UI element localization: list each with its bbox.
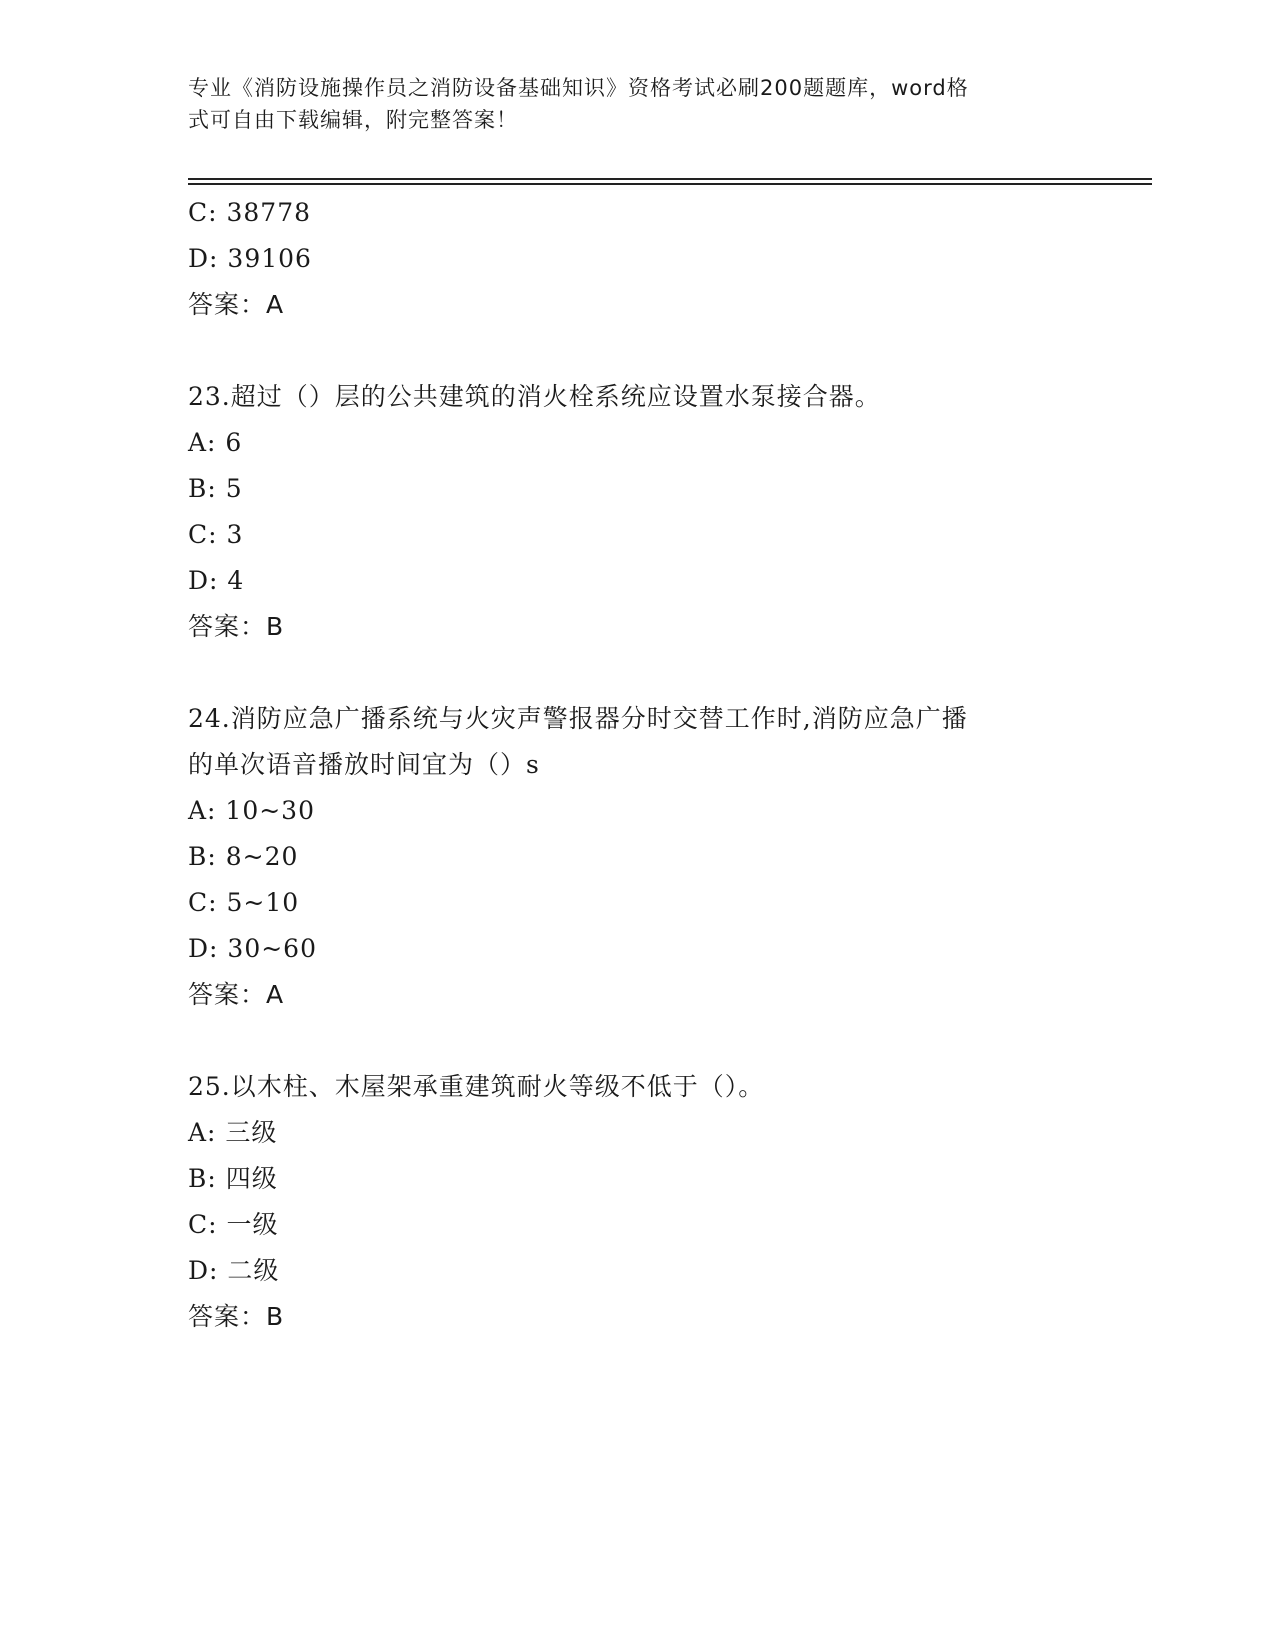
- option-a: A: 10~30: [188, 796, 315, 825]
- option-b: B: 8~20: [188, 842, 299, 871]
- answer-line: 答案：B: [188, 1302, 285, 1331]
- header-line: 式可自由下载编辑，附完整答案！: [188, 108, 518, 132]
- option-c: C: 5~10: [188, 888, 300, 917]
- question-stem: 25.以木柱、木屋架承重建筑耐火等级不低于（）。: [188, 1072, 765, 1101]
- option-c: C: 一级: [188, 1210, 279, 1239]
- option-d: D: 二级: [188, 1256, 280, 1285]
- question-stem-continued: 的单次语音播放时间宜为（）s: [188, 750, 540, 779]
- option-b: B: 5: [188, 474, 243, 503]
- option-c: C: 38778: [188, 198, 312, 227]
- option-d: D: 39106: [188, 244, 312, 273]
- option-d: D: 30~60: [188, 934, 317, 963]
- option-a: A: 6: [188, 428, 243, 457]
- option-c: C: 3: [188, 520, 244, 549]
- question-23: [188, 374, 1088, 650]
- header-line: 专业《消防设施操作员之消防设备基础知识》资格考试必刷200题题库，word格: [188, 76, 969, 100]
- answer-line: 答案：A: [188, 290, 285, 319]
- question-24: [188, 696, 1088, 1018]
- header-divider: [188, 183, 1152, 185]
- option-b: B: 四级: [188, 1164, 278, 1193]
- continued-question: [188, 190, 1088, 328]
- document-header: [188, 72, 1068, 136]
- answer-line: 答案：A: [188, 980, 285, 1009]
- header-divider: [188, 178, 1152, 180]
- question-25: [188, 1064, 1088, 1340]
- question-list: [188, 190, 1088, 1340]
- answer-line: 答案：B: [188, 612, 285, 641]
- spacer: [188, 650, 1088, 696]
- spacer: [188, 328, 1088, 374]
- option-d: D: 4: [188, 566, 245, 595]
- question-stem: 24.消防应急广播系统与火灾声警报器分时交替工作时,消防应急广播: [188, 704, 968, 733]
- spacer: [188, 1018, 1088, 1064]
- question-stem: 23.超过（）层的公共建筑的消火栓系统应设置水泵接合器。: [188, 382, 881, 411]
- option-a: A: 三级: [188, 1118, 278, 1147]
